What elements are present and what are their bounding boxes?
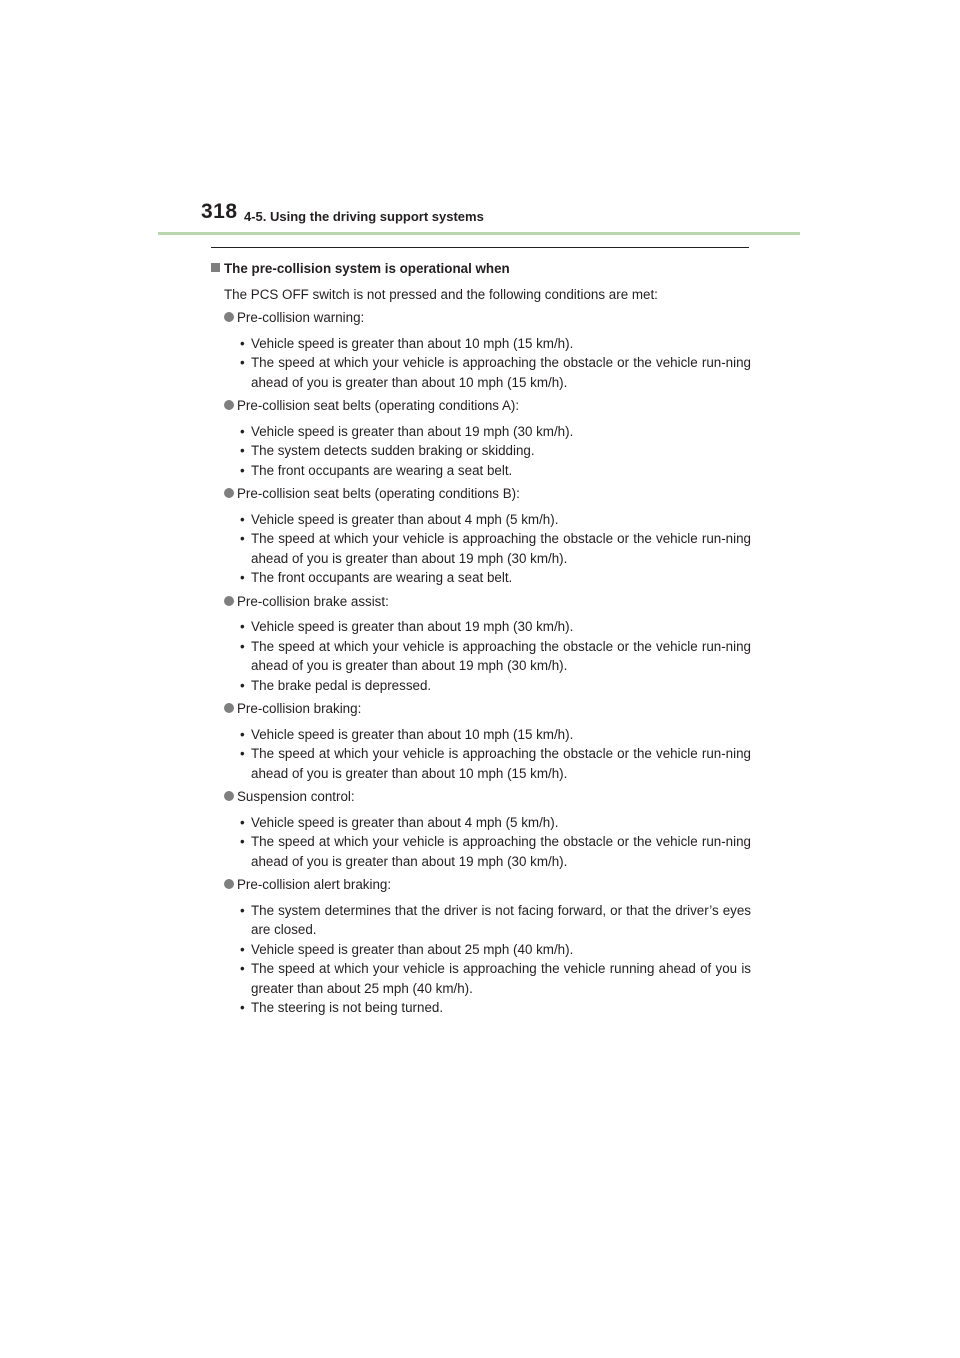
condition-label-row	[224, 875, 751, 895]
condition-label-row	[224, 308, 751, 328]
condition-label-row	[224, 699, 751, 719]
list-item-text: The system detects sudden braking or skidding.	[251, 443, 535, 458]
conditions-list	[211, 308, 751, 1018]
list-item-text: The speed at which your vehicle is approaching the obstacle or the vehicle run-ning ahead of you is greater than about 10 mph (15 km/h).	[251, 355, 751, 390]
list-item-text: The front occupants are wearing a seat belt.	[251, 570, 513, 585]
content-rule	[211, 247, 749, 248]
bullet-dot-icon: •	[240, 511, 245, 527]
condition-block	[211, 787, 751, 871]
bullet-dot-icon: •	[240, 335, 245, 351]
list-item-text: Vehicle speed is greater than about 4 mph (5 km/h).	[251, 511, 559, 527]
list-item-text: The speed at which your vehicle is approaching the obstacle or the vehicle run-ning ahead of you is greater than about 19 mph (30 km/h).	[251, 531, 751, 566]
list-item	[211, 813, 751, 833]
list-item	[211, 744, 751, 783]
bullet-dot-icon: •	[240, 443, 245, 458]
list-item-text: Vehicle speed is greater than about 19 mph (30 km/h).	[251, 423, 574, 439]
header-rule	[158, 232, 800, 235]
condition-label: Pre-collision brake assist:	[237, 593, 389, 609]
list-item	[211, 725, 751, 745]
list-item-text: The speed at which your vehicle is approaching the obstacle or the vehicle run-ning ahead of you is greater than about 19 mph (30 km/h).	[251, 638, 751, 673]
list-item-text: Vehicle speed is greater than about 10 mph (15 km/h).	[251, 335, 574, 351]
bullet-dot-icon: •	[240, 570, 245, 585]
list-item-text: The speed at which your vehicle is approaching the vehicle running ahead of you is greater than about 25 mph (40 km/h).	[251, 961, 751, 996]
list-item-text: The steering is not being turned.	[251, 1000, 444, 1015]
round-bullet-icon	[224, 879, 234, 889]
bullet-dot-icon: •	[240, 677, 245, 693]
condition-label-row	[224, 787, 751, 807]
list-item	[211, 901, 751, 940]
list-item-text: The speed at which your vehicle is approaching the obstacle or the vehicle run-ning ahead of you is greater than about 19 mph (30 km/h).	[251, 834, 751, 869]
list-item-text: The speed at which your vehicle is approaching the obstacle or the vehicle run-ning ahead of you is greater than about 10 mph (15 km/h).	[251, 746, 751, 781]
condition-block	[211, 396, 751, 480]
list-item	[211, 998, 751, 1018]
list-item	[211, 353, 751, 392]
content-body	[211, 259, 751, 1018]
bullet-dot-icon: •	[240, 355, 245, 370]
list-item-text: The brake pedal is depressed.	[251, 677, 432, 693]
condition-items	[211, 334, 751, 393]
bullet-dot-icon: •	[240, 746, 245, 761]
list-item-text: The system determines that the driver is not facing forward, or that the driver’s eyes are closed.	[251, 902, 751, 937]
list-item-text: Vehicle speed is greater than about 25 mph (40 km/h).	[251, 941, 574, 957]
condition-items	[211, 725, 751, 784]
section-heading-text: The pre-collision system is operational when	[224, 261, 510, 276]
condition-label: Pre-collision alert braking:	[237, 877, 392, 892]
condition-label: Pre-collision seat belts (operating conditions B):	[237, 486, 520, 501]
list-item	[211, 334, 751, 354]
square-bullet-icon	[211, 263, 220, 272]
round-bullet-icon	[224, 400, 234, 410]
round-bullet-icon	[224, 488, 234, 498]
list-item-text: Vehicle speed is greater than about 19 mph (30 km/h).	[251, 619, 574, 634]
bullet-dot-icon: •	[240, 619, 245, 634]
list-item	[211, 441, 751, 461]
bullet-dot-icon: •	[240, 814, 245, 830]
condition-items	[211, 617, 751, 695]
list-item-text: The front occupants are wearing a seat belt.	[251, 462, 513, 478]
section-intro: The PCS OFF switch is not pressed and the following conditions are met:	[224, 286, 658, 302]
condition-label: Suspension control:	[237, 789, 355, 804]
condition-label: Pre-collision warning:	[237, 310, 365, 325]
condition-label-row	[224, 484, 751, 504]
list-item-text: Vehicle speed is greater than about 10 mph (15 km/h).	[251, 726, 574, 742]
list-item	[211, 529, 751, 568]
bullet-dot-icon: •	[240, 423, 245, 439]
section-heading	[211, 259, 751, 279]
condition-block	[211, 699, 751, 783]
bullet-dot-icon: •	[240, 902, 245, 918]
round-bullet-icon	[224, 596, 234, 606]
condition-block	[211, 875, 751, 1018]
list-item	[211, 832, 751, 871]
list-item	[211, 959, 751, 998]
list-item	[211, 940, 751, 960]
round-bullet-icon	[224, 312, 234, 322]
condition-items	[211, 901, 751, 1018]
bullet-dot-icon: •	[240, 638, 245, 654]
list-item	[211, 422, 751, 442]
bullet-dot-icon: •	[240, 531, 245, 546]
bullet-dot-icon: •	[240, 1000, 245, 1015]
list-item	[211, 637, 751, 676]
condition-items	[211, 813, 751, 872]
condition-label: Pre-collision seat belts (operating conditions A):	[237, 398, 520, 413]
list-item-text: Vehicle speed is greater than about 4 mph (5 km/h).	[251, 814, 559, 830]
bullet-dot-icon: •	[240, 462, 245, 478]
condition-label: Pre-collision braking:	[237, 701, 362, 716]
round-bullet-icon	[224, 703, 234, 713]
condition-items	[211, 422, 751, 481]
condition-label-row	[224, 396, 751, 416]
section-title: 4-5. Using the driving support systems	[244, 209, 484, 224]
condition-block	[211, 592, 751, 696]
list-item	[211, 676, 751, 696]
page-number: 318	[201, 200, 238, 223]
list-item	[211, 568, 751, 588]
condition-label-row	[224, 592, 751, 612]
condition-block	[211, 308, 751, 392]
round-bullet-icon	[224, 791, 234, 801]
bullet-dot-icon: •	[240, 834, 245, 849]
bullet-dot-icon: •	[240, 941, 245, 957]
bullet-dot-icon: •	[240, 726, 245, 742]
list-item	[211, 617, 751, 637]
list-item	[211, 510, 751, 530]
condition-block	[211, 484, 751, 588]
condition-items	[211, 510, 751, 588]
list-item	[211, 461, 751, 481]
bullet-dot-icon: •	[240, 961, 245, 976]
